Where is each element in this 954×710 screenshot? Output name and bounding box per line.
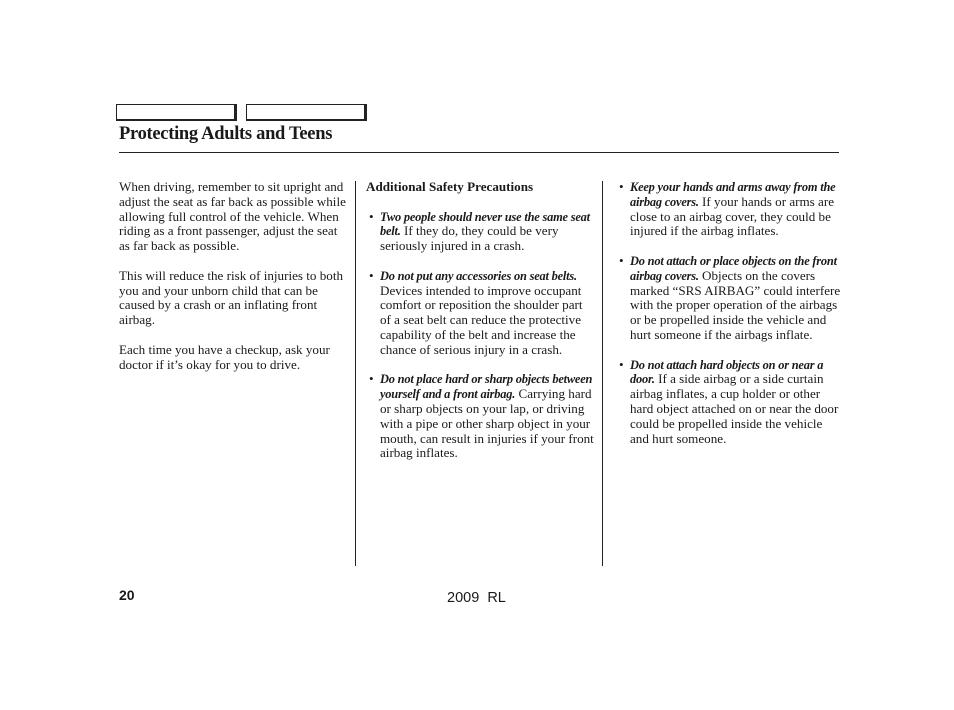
bullet-icon: • [619,356,624,372]
bullet-lead: Do not attach or place objects on the front airbag covers. [630,253,837,283]
paragraph: When driving, remember to sit upright and adjust the seat as far back as possible while allowing full control of the vehicle. When riding as a front passenger, adjust the seat as far back as possible. [119,179,346,254]
section-heading: Additional Safety Precautions [366,179,534,194]
bullet-icon: • [619,252,624,268]
title-rule [119,152,839,153]
list-item [616,358,844,447]
column-3 [616,180,844,461]
page-number: 20 [119,587,135,603]
column-divider-1 [355,181,356,566]
column-1 [119,180,347,387]
bullet-text: Objects on the covers marked “SRS AIRBAG” could interfere with the proper operation of the airbags or be propelled inside the vehicle and hurt someone if the airbags inflate. [630,267,841,342]
list-item [616,180,844,239]
bullet-text: If your hands or arms are close to an airbag cover, they could be injured if the airbag inflates. [630,193,835,239]
section-tab-box-2 [246,104,367,121]
column-divider-2 [602,181,603,566]
bullet-icon: • [369,371,374,387]
list-item [366,210,596,254]
list-item [366,269,596,358]
bullet-text: If a side airbag or a side curtain airbag inflates, a cup holder or other hard object attached on or near the door could be propelled inside the vehicle and hurt someone. [630,371,839,446]
bullet-text: If they do, they could be very seriously injured in a crash. [380,223,559,254]
bullet-text: Carrying hard or sharp objects on your lap, or driving with a pipe or other sharp object in your mouth, can result in injuries if your front airbag inflates. [380,386,594,461]
list-item [616,254,844,343]
bullet-icon: • [369,267,374,283]
list-item [366,372,596,461]
bullet-icon: • [369,208,374,224]
bullet-text: Devices intended to improve occupant comfort or reposition the shoulder part of a seat belt can reduce the protective capability of the belt and increase the chance of serious injury in a crash. [380,282,583,357]
column-2 [366,180,596,476]
bullet-lead: Do not put any accessories on seat belts. [380,268,577,283]
bullet-lead: Do not attach hard objects on or near a door. [630,357,824,387]
page-title: Protecting Adults and Teens [119,124,333,144]
paragraph: Each time you have a checkup, ask your doctor if it’s okay for you to drive. [119,341,330,372]
bullet-lead: Two people should never use the same seat belt. [380,209,590,239]
bullet-icon: • [619,179,624,194]
footer-model: 2009 RL [447,590,506,606]
section-tab-box-1 [116,104,237,121]
bullet-lead: Keep your hands and arms away from the airbag covers. [630,180,836,209]
bullet-lead: Do not place hard or sharp objects between yourself and a front airbag. [380,372,593,402]
paragraph: This will reduce the risk of injuries to both you and your unborn child that can be caused by a crash or an inflating front airbag. [119,267,344,328]
